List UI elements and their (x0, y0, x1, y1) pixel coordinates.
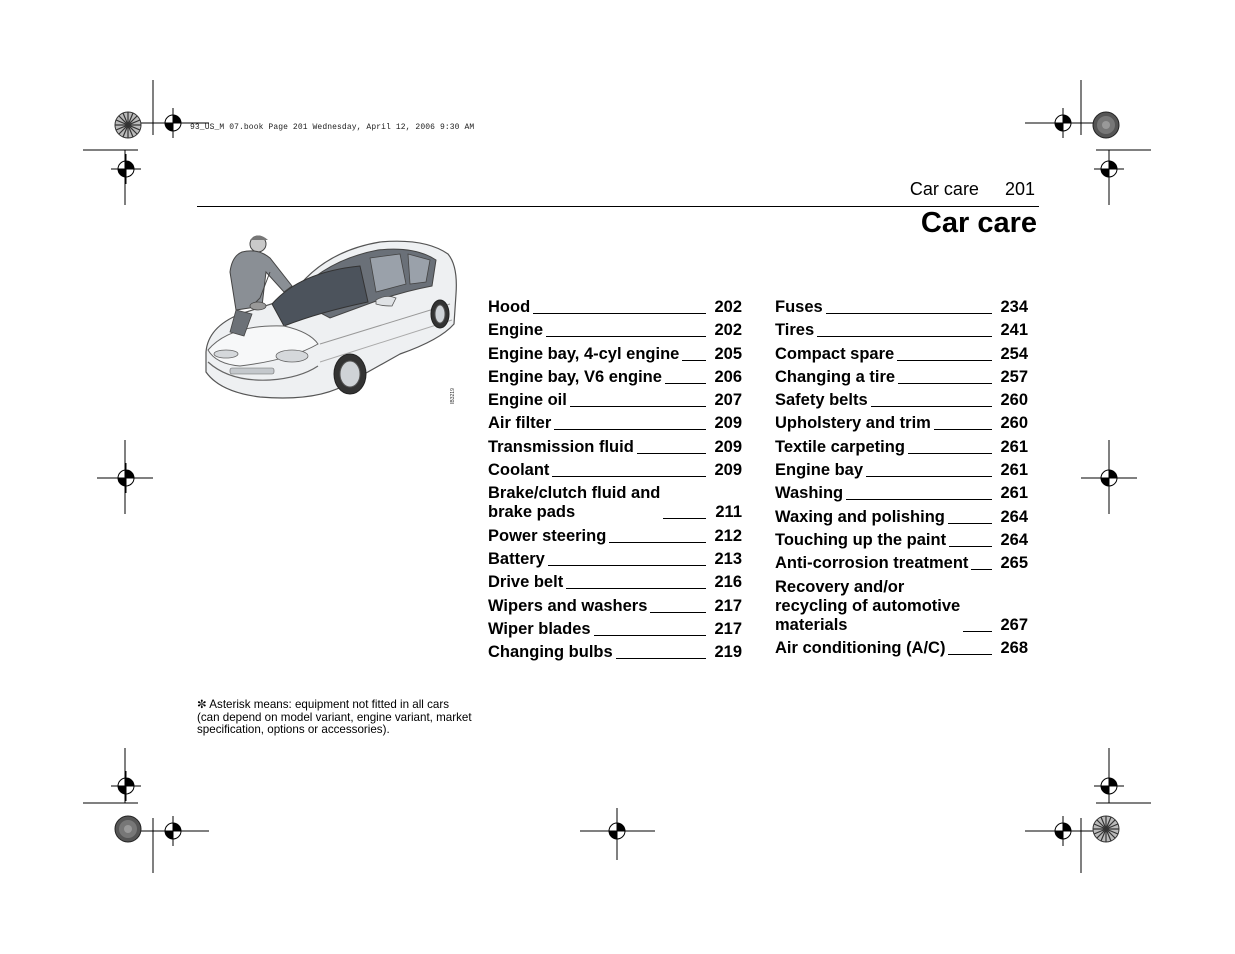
toc-entry-label: Upholstery and trim (775, 414, 931, 433)
toc-entry-page: 206 (714, 367, 742, 386)
footnote: ✼ Asterisk means: equipment not fitted in all cars (can depend on model variant, engine variant, market specification, options or accessories). (197, 698, 472, 737)
toc-entry-page: 265 (1000, 554, 1028, 573)
toc-entry-page: 241 (1000, 321, 1028, 340)
toc-entry-page: 260 (1000, 391, 1028, 410)
toc-entry-page: 216 (714, 573, 742, 592)
toc-entry-page: 257 (1000, 367, 1028, 386)
starburst-wheel-icon (1092, 815, 1120, 843)
toc-entry-label: Air conditioning (A/C) (775, 638, 946, 657)
toc-entry-label: Battery (488, 549, 545, 568)
print-info-line: 93_US_M 07.book Page 201 Wednesday, April 12, 2006 9:30 AM (190, 123, 475, 132)
toc-entry-page: 217 (714, 596, 742, 615)
toc-entry-page: 211 (715, 503, 742, 522)
toc-entry-label: Power steering (488, 526, 607, 545)
toc-entry-label: Coolant (488, 461, 550, 480)
toc-entry-label: Air filter (488, 414, 552, 433)
toc-entry-label: Engine bay, 4-cyl engine (488, 344, 680, 363)
starburst-wheel-icon (114, 815, 142, 843)
chapter-title: Car care (920, 207, 1037, 239)
toc-entry-label: Engine bay (775, 461, 864, 480)
toc-entry-page: 217 (714, 619, 742, 638)
toc-entry-page: 254 (1000, 344, 1028, 363)
toc-entry-label: Changing bulbs (488, 643, 613, 662)
toc-entry-page: 264 (1000, 530, 1028, 549)
toc-entry-page: 209 (714, 414, 742, 433)
toc-entry-label: Textile carpeting (775, 437, 905, 456)
toc-entry-label: Compact spare (775, 344, 895, 363)
toc-entry-label: Washing (775, 484, 844, 503)
toc-entry-label: Tires (775, 321, 815, 340)
starburst-wheel-icon (1092, 111, 1120, 139)
toc-entry-page: 261 (1000, 484, 1028, 503)
toc-entry-label: Safety belts (775, 391, 868, 410)
toc-entry-label: Touching up the paint (775, 530, 947, 549)
toc-entry-page: 212 (714, 526, 742, 545)
toc-entry-page: 268 (1000, 638, 1028, 657)
toc-entry-page: 264 (1000, 507, 1028, 526)
toc-entry-page: 205 (714, 344, 742, 363)
section-name: Car care (909, 179, 979, 199)
toc-entry-page: 234 (1000, 298, 1028, 316)
toc-entry-label: Changing a tire (775, 367, 896, 386)
toc-entry-label: Wiper blades (488, 619, 591, 638)
toc-entry-label: Anti-corrosion treatment (775, 554, 969, 573)
toc-entry-label: Transmission fluid (488, 437, 634, 456)
toc-entry-label: Brake/clutch fluid and brake pads (488, 484, 661, 522)
toc-entry-label: Engine oil (488, 391, 567, 410)
illustration-code: IB3219 (450, 388, 456, 404)
toc-entry-page: 213 (714, 549, 742, 568)
toc-entry-label: Recovery and/or recycling of automotive materials (775, 577, 961, 634)
toc-entry-page: 202 (714, 298, 742, 316)
toc-entry-page: 202 (714, 321, 742, 340)
toc-entry-page: 207 (714, 391, 742, 410)
toc-entry-page: 261 (1000, 437, 1028, 456)
toc-entry-page: 219 (714, 643, 742, 662)
toc-entry-label: Engine (488, 321, 544, 340)
toc-entry-label: Waxing and polishing (775, 507, 945, 526)
toc-entry-page: 209 (714, 437, 742, 456)
toc-entry-label: Drive belt (488, 573, 564, 592)
toc-entry-label: Fuses (775, 298, 823, 316)
starburst-wheel-icon (114, 111, 142, 139)
toc-entry-label: Engine bay, V6 engine (488, 367, 662, 386)
toc-entry-page: 260 (1000, 414, 1028, 433)
toc-entry-page: 267 (1000, 615, 1028, 634)
toc-entry-page: 209 (714, 461, 742, 480)
toc-entry-label: Hood (488, 298, 531, 316)
toc-entry-page: 261 (1000, 461, 1028, 480)
page-number: 201 (1004, 179, 1035, 199)
toc-entry-label: Wipers and washers (488, 596, 648, 615)
